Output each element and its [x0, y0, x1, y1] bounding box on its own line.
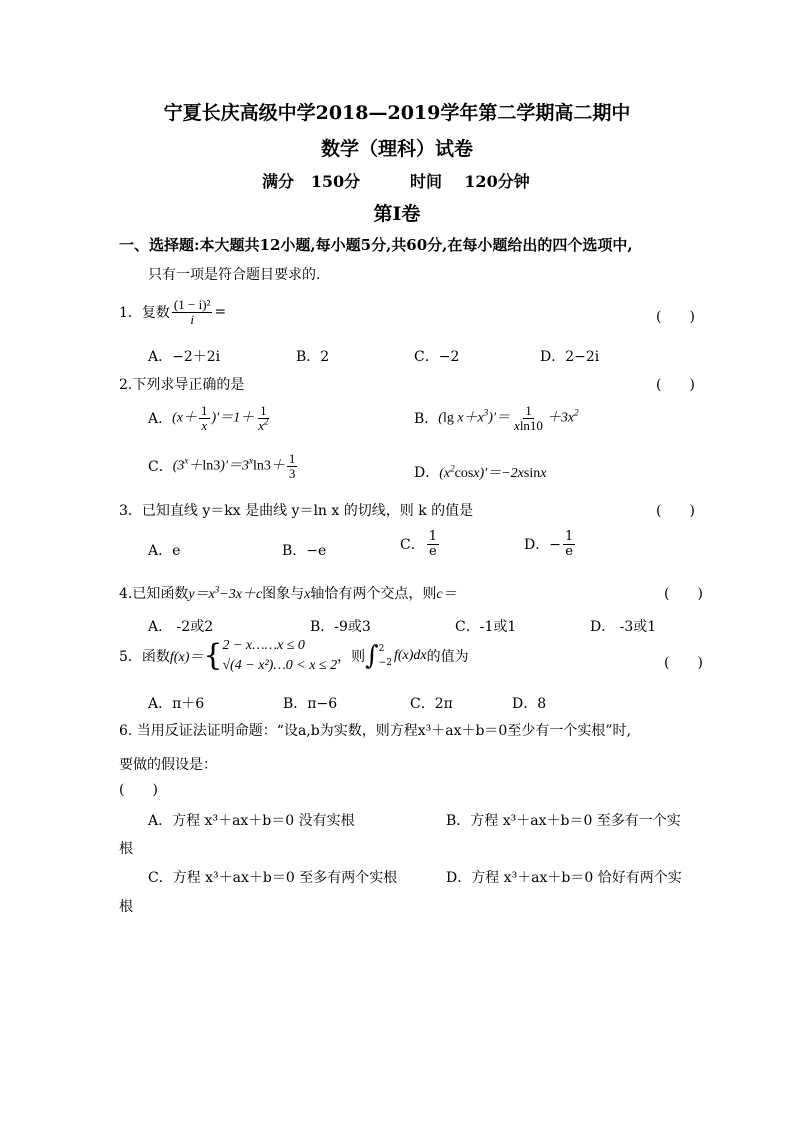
question-5 — [119, 636, 469, 677]
score-info — [262, 169, 360, 192]
q5-tail: 的值为 — [426, 649, 469, 666]
q3-option-c-fraction — [427, 530, 439, 558]
q3-d-den: e — [565, 543, 573, 559]
q5-option-b: B．π−6 — [283, 696, 338, 712]
q4-option-d: D． -3或1 — [590, 619, 657, 635]
q3-option-c — [400, 530, 441, 558]
q5-option-d: D．8 — [512, 696, 547, 712]
q3-option-c-label: C． — [400, 537, 425, 554]
q1-answer-paren: ( ) — [656, 309, 695, 325]
q2-option-c — [148, 452, 299, 480]
q3-option-a: A．e — [148, 543, 181, 559]
q1-fraction — [172, 298, 213, 326]
q6-option-b: B．方程 x³＋ax＋b＝0 至多有一个实 — [446, 813, 681, 829]
q6-option-c: C．方程 x³＋ax＋b＝0 至多有两个实根 — [148, 870, 398, 886]
q5-stem: 5．函数 — [119, 649, 170, 666]
q5-brace: { — [203, 638, 223, 674]
q1-stem: 1．复数 — [119, 305, 170, 322]
q2-option-d — [414, 462, 546, 482]
time-info — [410, 169, 530, 192]
exam-title-line2: 数学（理科）试卷 — [320, 138, 473, 160]
q4-c-var: c＝ — [436, 587, 457, 602]
q2-option-b — [414, 404, 579, 432]
q3-option-d — [524, 530, 577, 558]
question-6-continued: 要做的假设是： — [119, 757, 217, 773]
q5-fx: f(x)＝ — [169, 650, 204, 666]
q4-option-c: C．-1或1 — [455, 619, 517, 635]
q2-option-b-label: B． — [414, 411, 439, 428]
time-label: 时间 — [410, 172, 443, 191]
q4-stem-c: 轴恰有两个交点，则 — [310, 586, 437, 602]
q2-option-d-label: D． — [414, 465, 440, 481]
q4-stem-a: 4.已知函数 — [119, 586, 189, 602]
q3-option-b: B．−e — [282, 543, 327, 559]
question-4 — [119, 583, 457, 603]
section-subheading: 只有一项是符合题目要求的. — [148, 267, 321, 283]
q5-option-a: A．π＋6 — [148, 696, 205, 712]
q1-option-c: C．−2 — [414, 349, 460, 365]
q2-option-a-formula: (x＋ $\frac{1}{x}$ )′＝1＋ $\frac{1}{x^2}$ — [172, 403, 269, 433]
q1-frac-den: i — [190, 311, 194, 327]
q6-answer-paren: ( ) — [119, 782, 158, 798]
q1-equals: = — [214, 304, 227, 321]
volume-heading: 第Ⅰ卷 — [373, 203, 421, 225]
q6-option-d-continued: 根 — [119, 899, 133, 915]
q3-answer-paren: ( ) — [656, 503, 695, 519]
q5-cases — [222, 636, 337, 677]
q1-option-d: D．2−2i — [540, 349, 600, 365]
q4-x-var: x — [304, 587, 311, 602]
q4-option-b: B．-9或3 — [310, 619, 371, 635]
q3-c-den: e — [429, 543, 437, 559]
q1-option-b: B．2 — [296, 349, 330, 365]
question-3: 3．已知直线 y＝kx 是曲线 y＝ln x 的切线，则 k 的值是 — [119, 503, 474, 519]
question-2: 2.下列求导正确的是 — [119, 377, 245, 393]
q1-frac-num: (1 − i)² — [173, 297, 211, 312]
score-value: 150分 — [310, 172, 361, 191]
question-6: 6. 当用反证法证明命题：“设a,b为实数，则方程x³＋ax＋b＝0至少有一个实根”时, — [119, 723, 631, 739]
q2-option-c-label: C． — [148, 459, 173, 476]
q4-stem-b: 图象与 — [262, 586, 305, 602]
exam-title-line1: 宁夏长庆高级中学2018—2019学年第二学期高二期中 — [163, 102, 631, 124]
q3-c-num: 1 — [428, 529, 437, 544]
q5-integrand: f(x)dx — [393, 648, 427, 664]
time-value: 120分钟 — [464, 172, 530, 191]
q3-d-num: 1 — [564, 529, 574, 544]
q4-function: $y=x^3-3x+c$ — [188, 584, 263, 602]
q4-option-a: A． -2或2 — [148, 619, 214, 635]
q5-answer-paren: ( ) — [664, 655, 703, 671]
q3-option-d-fraction — [563, 530, 575, 558]
score-label: 满分 — [262, 172, 295, 191]
q5-case-2: √(4 − x²)…0 < x ≤ 2 — [222, 658, 338, 674]
q4-answer-paren: ( ) — [664, 586, 703, 602]
q2-option-c-formula: $(3^x+\ln 3)'=3^x\ln 3+$ $\frac{1}{3}$ — [172, 451, 296, 481]
q2-option-d-formula: $(x^2\cos x)'=-2xsinx$ — [439, 463, 547, 481]
q1-option-a: A．−2＋2i — [148, 349, 221, 365]
q5-option-c: C．2π — [410, 696, 453, 712]
q6-option-a: A．方程 x³＋ax＋b＝0 没有实根 — [148, 813, 355, 829]
q5-then: ，则 — [337, 649, 366, 666]
q3-option-d-label: D．− — [524, 537, 561, 554]
q5-integral-limits: 2 −2 — [378, 643, 392, 669]
question-1 — [119, 298, 226, 326]
q2-option-b-formula: (lg $x+x^3)'=$ $\frac{1}{xln10}$ $+3x^2$ — [438, 403, 579, 433]
integral-sign-icon: ∫ — [365, 641, 379, 672]
q6-option-b-continued: 根 — [119, 841, 133, 857]
q5-case-1: 2 − x……x ≤ 0 — [222, 638, 305, 653]
section-heading: 一、选择题:本大题共12小题,每小题5分,共60分,在每小题给出的四个选项中, — [119, 236, 633, 254]
q6-option-d: D．方程 x³＋ax＋b＝0 恰好有两个实 — [446, 870, 682, 886]
q2-option-a-label: A． — [148, 411, 173, 428]
q2-answer-paren: ( ) — [656, 377, 695, 393]
q2-option-a — [148, 404, 273, 432]
